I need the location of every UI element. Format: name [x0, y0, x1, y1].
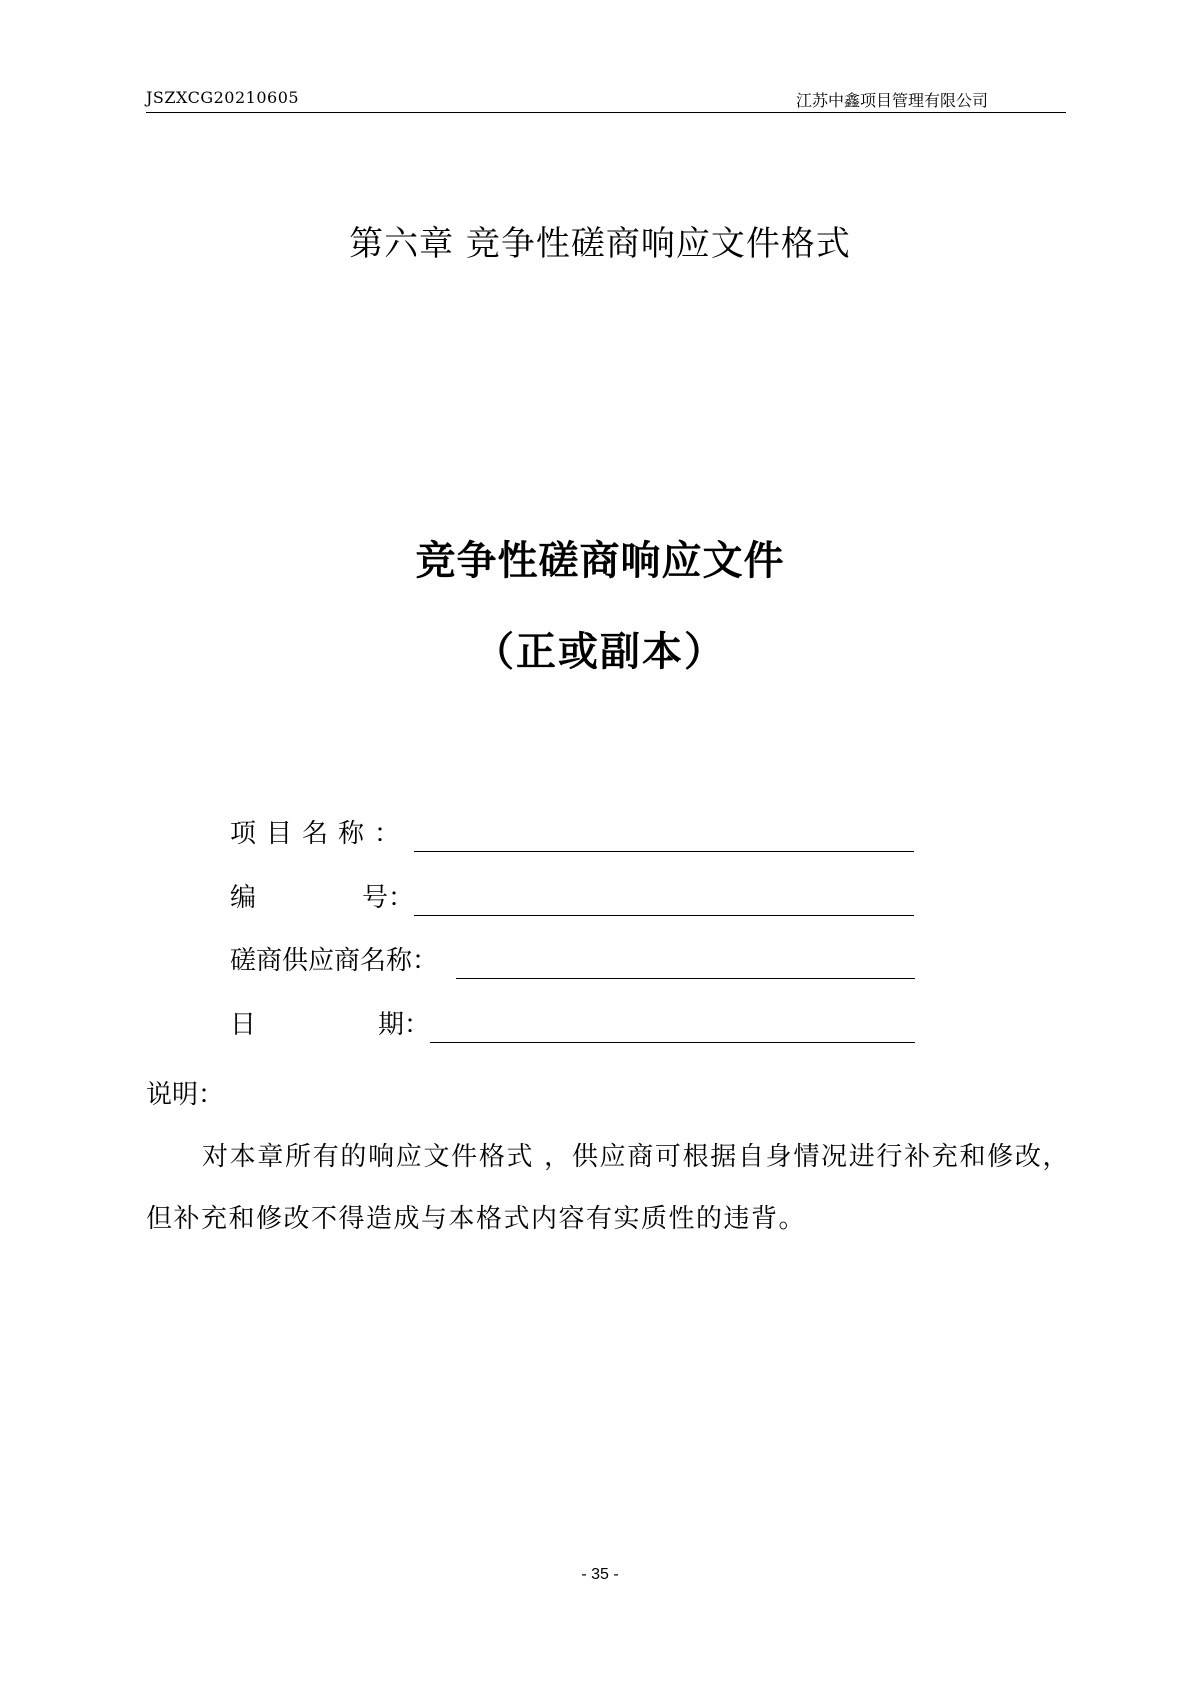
document-code: JSZXCG20210605 [146, 88, 300, 107]
number-label-left: 编 [230, 883, 257, 913]
document-title: 竞争性磋商响应文件 [415, 538, 785, 584]
project-name-label: 项目名称： [230, 819, 411, 849]
chapter-title: 第六章 竞争性磋商响应文件格式 [349, 224, 851, 264]
date-label [230, 1007, 430, 1043]
date-label-left: 日 [230, 1010, 257, 1040]
number-label [230, 880, 414, 916]
note-label: 说明： [146, 1080, 225, 1110]
supplier-name-row [230, 943, 915, 979]
date-label-right: 期： [377, 1010, 430, 1040]
project-name-row [230, 816, 914, 852]
supplier-name-blank[interactable] [456, 948, 915, 979]
number-blank[interactable] [414, 885, 914, 916]
date-row [230, 1007, 915, 1043]
number-row [230, 880, 914, 916]
company-name: 江苏中鑫项目管理有限公司 [795, 91, 988, 110]
date-blank[interactable] [430, 1012, 915, 1043]
document-subtitle: （正或副本） [474, 629, 726, 675]
project-name-blank[interactable] [414, 821, 914, 852]
header-divider [146, 112, 1066, 113]
note-text: 对本章所有的响应文件格式 ，供应商可根据自身情况进行补充和修改，但补充和修改不得造成与本格式内容有实质性的违背。 [146, 1142, 1070, 1234]
page-number: - 35 - [581, 1566, 619, 1583]
supplier-name-label: 磋商供应商名称： [230, 946, 439, 976]
number-label-right: 号： [361, 883, 414, 913]
